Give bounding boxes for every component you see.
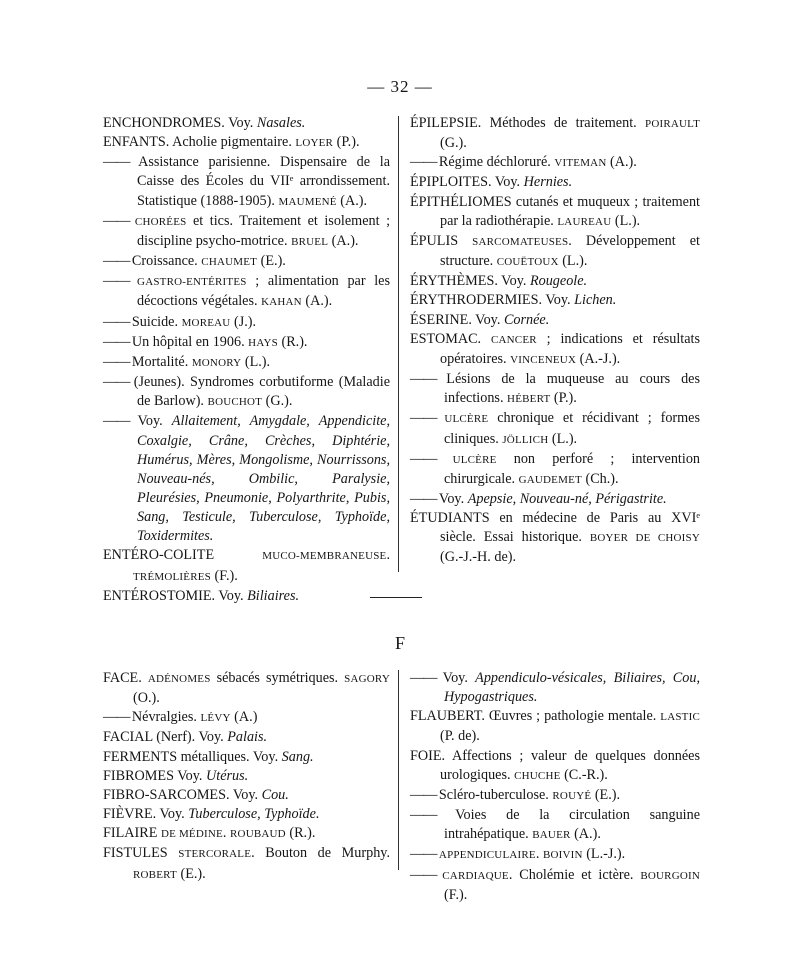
entry-smallcaps: MOREAU	[181, 316, 231, 329]
entry-repeat-dash: ——	[410, 154, 439, 171]
index-entry	[410, 509, 700, 567]
index-entry	[410, 193, 700, 232]
entry-text: (A.-J.).	[576, 350, 621, 367]
index-entry	[410, 786, 700, 806]
entry-text: Régime déchloruré.	[438, 154, 555, 171]
index-entry	[410, 370, 700, 409]
entry-text: (C.-R.).	[560, 766, 608, 783]
entry-repeat-dash: ——	[410, 866, 443, 883]
entry-smallcaps: LÉVY	[200, 712, 231, 725]
entry-text: FACE.	[103, 670, 148, 686]
index-column-upper-right	[410, 114, 700, 568]
entry-smallcaps: POIRAULT	[645, 118, 700, 130]
index-entry	[410, 330, 700, 370]
index-entry	[103, 114, 390, 133]
entry-text: Mortalité.	[131, 353, 192, 370]
entry-smallcaps: CHUCHE	[514, 769, 561, 782]
entry-text: ÉPITHÉLIOMES cutanés et muqueux ; traitement par la radiothérapie.	[410, 193, 700, 229]
index-entry	[103, 587, 390, 606]
entry-smallcaps: CHAUMET	[201, 256, 258, 269]
entry-text: ENTÉROSTOMIE. Voy.	[103, 587, 248, 604]
entry-text: (A.).	[336, 192, 368, 209]
entry-text: chronique et récidivant ; formes cliniques.	[444, 410, 701, 447]
index-entry	[410, 232, 700, 272]
index-entry	[103, 844, 390, 884]
entry-text: FIÈVRE. Voy.	[103, 806, 189, 823]
entry-text: (R.).	[277, 333, 308, 350]
entry-repeat-dash: ——	[103, 353, 132, 370]
index-entry	[410, 707, 700, 746]
index-entry	[103, 805, 390, 824]
entry-smallcaps: HÉBERT	[507, 393, 551, 406]
entry-text: .	[386, 547, 390, 564]
entry-text: (Ch.).	[581, 470, 619, 487]
entry-crossref: Nasales.	[256, 115, 306, 131]
index-entry	[410, 173, 700, 192]
index-entry	[410, 153, 700, 173]
entry-text: et tics. Traitement et isolement ; discipline psycho-motrice.	[137, 212, 391, 249]
entry-smallcaps: BOYER DE CHOISY	[589, 532, 700, 545]
entry-smallcaps: MAUMENÉ	[278, 195, 337, 208]
section-separator-rule	[370, 597, 422, 598]
entry-crossref: Apepsie, Nouveau-né, Périgastrite.	[467, 490, 667, 507]
entry-text: (J.).	[230, 313, 257, 330]
entry-text: FACIAL (Nerf). Voy.	[103, 729, 228, 746]
entry-text: (E.).	[591, 786, 621, 803]
entry-text: Assistance parisienne. Dispensaire de la Caisse des Écoles du VIIᵉ arrondissement. Statistique (1888-1905).	[137, 154, 390, 209]
index-column-upper-left	[103, 114, 390, 606]
entry-text: Névralgies.	[131, 709, 201, 726]
entry-text: . Développement et structure.	[440, 232, 701, 270]
entry-text: (R.).	[285, 825, 316, 842]
entry-text: (G.).	[262, 393, 293, 410]
index-entry	[103, 353, 390, 373]
index-entry	[103, 272, 390, 312]
entry-smallcaps: ULCÈRE	[452, 453, 497, 466]
entry-repeat-dash: ——	[410, 371, 447, 388]
index-entry	[103, 153, 390, 211]
entry-text: (A.).	[328, 232, 359, 249]
entry-text: FISTULES	[103, 845, 179, 862]
entry-smallcaps: BOUCHOT	[207, 396, 263, 409]
entry-text: FOIE. Affections ; valeur de quelques données urologiques.	[410, 747, 700, 783]
entry-text: ÉSERINE. Voy.	[410, 311, 504, 328]
index-entry	[410, 311, 700, 330]
index-entry	[410, 845, 700, 865]
entry-text: (A.)	[230, 709, 258, 726]
entry-repeat-dash: ——	[103, 273, 138, 290]
entry-text: (F.).	[444, 886, 468, 903]
entry-smallcaps: APPENDICULAIRE	[438, 849, 536, 862]
entry-text: (G.).	[440, 135, 467, 152]
entry-smallcaps: LASTIC	[660, 711, 700, 724]
entry-text: . Bouton de Murphy.	[251, 845, 391, 862]
entry-text: non perforé ; intervention chirurgicale.	[444, 450, 701, 487]
entry-smallcaps: LAUREAU	[557, 215, 612, 228]
entry-smallcaps: LOYER	[295, 137, 334, 150]
index-entry	[103, 133, 390, 153]
entry-text: ESTOMAC.	[410, 330, 491, 347]
page-number: — 32 —	[367, 77, 433, 96]
entry-crossref: Biliaires.	[247, 587, 300, 604]
entry-text: ÉPIPLOITES. Voy.	[410, 174, 524, 191]
index-entry	[410, 490, 700, 509]
entry-smallcaps: BOIVIN	[542, 849, 583, 862]
entry-repeat-dash: ——	[410, 846, 439, 863]
index-entry	[103, 212, 390, 252]
entry-smallcaps: VITEMAN	[554, 157, 607, 170]
index-entry	[410, 450, 700, 490]
entry-text: (A.).	[606, 154, 637, 171]
entry-crossref: Utérus.	[206, 767, 249, 784]
index-entry	[103, 412, 390, 546]
entry-smallcaps: MUCO-MEMBRANEUSE	[262, 550, 387, 563]
entry-text: FILAIRE	[103, 825, 161, 842]
entry-smallcaps: SARCOMATEUSES	[472, 235, 569, 248]
entry-text: Voy.	[438, 490, 468, 507]
entry-text: ENCHONDROMES. Voy.	[103, 115, 257, 131]
index-entry	[103, 252, 390, 272]
entry-smallcaps: CARDIAQUE	[442, 869, 509, 882]
entry-text: Voy.	[442, 670, 476, 686]
entry-repeat-dash: ——	[103, 413, 138, 430]
index-entry	[103, 748, 390, 767]
entry-smallcaps: HAYS	[248, 336, 278, 349]
entry-repeat-dash: ——	[103, 313, 132, 330]
entry-text: ENTÉRO-COLITE	[103, 547, 263, 564]
entry-text: (L.).	[548, 430, 578, 447]
entry-text: (P.).	[333, 134, 360, 151]
entry-text: ÉTUDIANTS en médecine de Paris au XVIᵉ siècle. Essai historique.	[410, 510, 700, 546]
entry-smallcaps: ULCÈRE	[444, 413, 489, 426]
entry-crossref: Cornée.	[503, 311, 550, 328]
index-entry	[410, 866, 700, 905]
entry-smallcaps: MONORY	[191, 356, 242, 369]
entry-text: FLAUBERT. Œuvres ; pathologie mentale.	[410, 708, 661, 725]
entry-text: (A.).	[301, 293, 333, 310]
entry-text: ÉRYTHÈMES. Voy.	[410, 273, 530, 290]
entry-crossref: Tuberculose, Typhoïde.	[188, 806, 320, 823]
index-entry	[410, 806, 700, 845]
entry-smallcaps: BRUEL	[291, 235, 329, 248]
entry-smallcaps: SAGORY	[344, 673, 390, 685]
entry-smallcaps: VINCENEUX	[510, 353, 577, 366]
index-entry	[103, 767, 390, 786]
entry-text: ENFANTS. Acholie pigmentaire.	[103, 134, 296, 151]
entry-repeat-dash: ——	[103, 154, 139, 171]
entry-text: (L.).	[611, 212, 641, 229]
entry-repeat-dash: ——	[103, 374, 134, 391]
entry-repeat-dash: ——	[410, 490, 439, 507]
entry-text: Croissance.	[131, 253, 202, 270]
entry-text: . Cholémie et ictère.	[508, 866, 641, 883]
index-entry	[410, 669, 700, 707]
index-entry	[410, 114, 700, 153]
entry-text: (L.).	[558, 253, 588, 270]
entry-text: ÉPILEPSIE. Méthodes de traitement.	[410, 115, 646, 131]
index-entry	[103, 708, 390, 728]
entry-text: (Jeunes). Syndromes corbutiforme (Maladie de Barlow).	[133, 374, 390, 410]
entry-repeat-dash: ——	[410, 670, 443, 686]
entry-smallcaps: ROBERT	[133, 868, 177, 881]
index-entry	[103, 313, 390, 333]
entry-text: Lésions de la muqueuse au cours des infections.	[444, 371, 701, 407]
entry-text: Suicide.	[131, 313, 182, 330]
entry-text: FIBRO-SARCOMES. Voy.	[103, 786, 262, 803]
entry-crossref: Allaitement, Amygdale, Appendicite, Coxalgie, Crâne, Crèches, Diphtérie, Humérus, Mères, Mongolisme, Nourrissons, Nouveau-nés, Ombilic, Paralysie, Pleurésies, Pneumonie, Polyarthrite, Pubis, Sang, Testicule, Tuberculose, Typhoïde, Toxidermites.	[137, 413, 390, 545]
entry-crossref: Hernies.	[523, 174, 573, 191]
entry-text: (L.-J.).	[582, 846, 626, 863]
entry-text: (F.).	[210, 567, 238, 584]
entry-text: Un hôpital en 1906.	[131, 333, 249, 350]
index-entry	[410, 747, 700, 786]
entry-repeat-dash: ——	[410, 786, 439, 803]
column-divider-lower	[398, 670, 399, 870]
entry-smallcaps: GASTRO-ENTÉRITES	[137, 276, 247, 289]
entry-smallcaps: ADÉNOMES	[147, 673, 211, 685]
entry-crossref: Rougeole.	[529, 273, 588, 290]
entry-crossref: Palais.	[227, 729, 268, 746]
entry-text: ; indications et résultats opératoires.	[440, 330, 701, 367]
entry-crossref: Lichen.	[574, 292, 617, 309]
entry-text: (L.).	[241, 353, 271, 370]
index-entry	[410, 409, 700, 449]
entry-text: ; alimentation par les décoctions végétales.	[137, 273, 390, 310]
entry-crossref: Appendiculo-vésicales, Biliaires, Cou, Hypogastriques.	[444, 670, 700, 706]
entry-smallcaps: JÖLLICH	[502, 433, 549, 446]
entry-smallcaps: DE MÉDINE	[160, 828, 223, 841]
entry-repeat-dash: ——	[103, 709, 132, 726]
index-entry	[410, 272, 700, 291]
entry-repeat-dash: ——	[103, 333, 132, 350]
entry-text: sébacés symétriques.	[210, 670, 345, 686]
entry-repeat-dash: ——	[410, 450, 453, 467]
entry-text: (E.).	[176, 865, 206, 882]
entry-text: FIBROMES Voy.	[103, 767, 207, 784]
entry-smallcaps: TRÉMOLIÈRES	[133, 570, 211, 583]
index-entry	[103, 728, 390, 747]
entry-text: (G.-J.-H. de).	[440, 549, 517, 566]
index-entry	[103, 546, 390, 586]
column-divider-upper	[398, 116, 399, 572]
index-column-lower-left	[103, 669, 390, 885]
index-column-lower-right	[410, 669, 700, 905]
entry-smallcaps: BOURGOIN	[640, 869, 701, 882]
entry-text: .	[535, 846, 543, 863]
index-entry	[103, 786, 390, 805]
index-entry	[103, 669, 390, 708]
entry-text: .	[222, 825, 231, 842]
entry-text: FERMENTS métalliques. Voy.	[103, 748, 282, 765]
entry-repeat-dash: ——	[103, 253, 132, 270]
entry-smallcaps: GAUDEMET	[518, 473, 582, 486]
entry-crossref: Cou.	[261, 786, 289, 803]
entry-smallcaps: CHORÉES	[134, 215, 187, 228]
entry-text: (P.).	[550, 390, 577, 407]
entry-smallcaps: KAHAN	[261, 296, 302, 309]
index-entry	[410, 291, 700, 310]
entry-text: (A.).	[570, 826, 601, 843]
entry-smallcaps: BAUER	[532, 829, 571, 842]
entry-text: ÉPULIS	[410, 232, 473, 249]
entry-text: ÉRYTHRODERMIES. Voy.	[410, 292, 575, 309]
entry-text: Scléro-tuberculose.	[438, 786, 553, 803]
entry-smallcaps: COUËTOUX	[496, 256, 559, 269]
entry-smallcaps: CANCER	[490, 333, 537, 346]
entry-text: (P. de).	[440, 728, 480, 745]
entry-crossref: Sang.	[281, 748, 314, 765]
entry-smallcaps: STERCORALE	[178, 848, 252, 861]
index-entry	[103, 824, 390, 844]
index-entry	[103, 373, 390, 412]
entry-smallcaps: ROUBAUD	[230, 828, 286, 841]
entry-text: (E.).	[257, 253, 286, 270]
entry-repeat-dash: ——	[410, 410, 445, 427]
entry-smallcaps: ROUYÉ	[552, 789, 592, 802]
entry-repeat-dash: ——	[103, 212, 135, 229]
index-entry	[103, 333, 390, 353]
entry-text: (O.).	[133, 690, 160, 707]
entry-text: Voy.	[137, 413, 172, 430]
entry-repeat-dash: ——	[410, 807, 456, 824]
entry-text: Voies de la circulation sanguine intrahépatique.	[444, 807, 701, 843]
section-letter-heading: F	[394, 633, 405, 653]
